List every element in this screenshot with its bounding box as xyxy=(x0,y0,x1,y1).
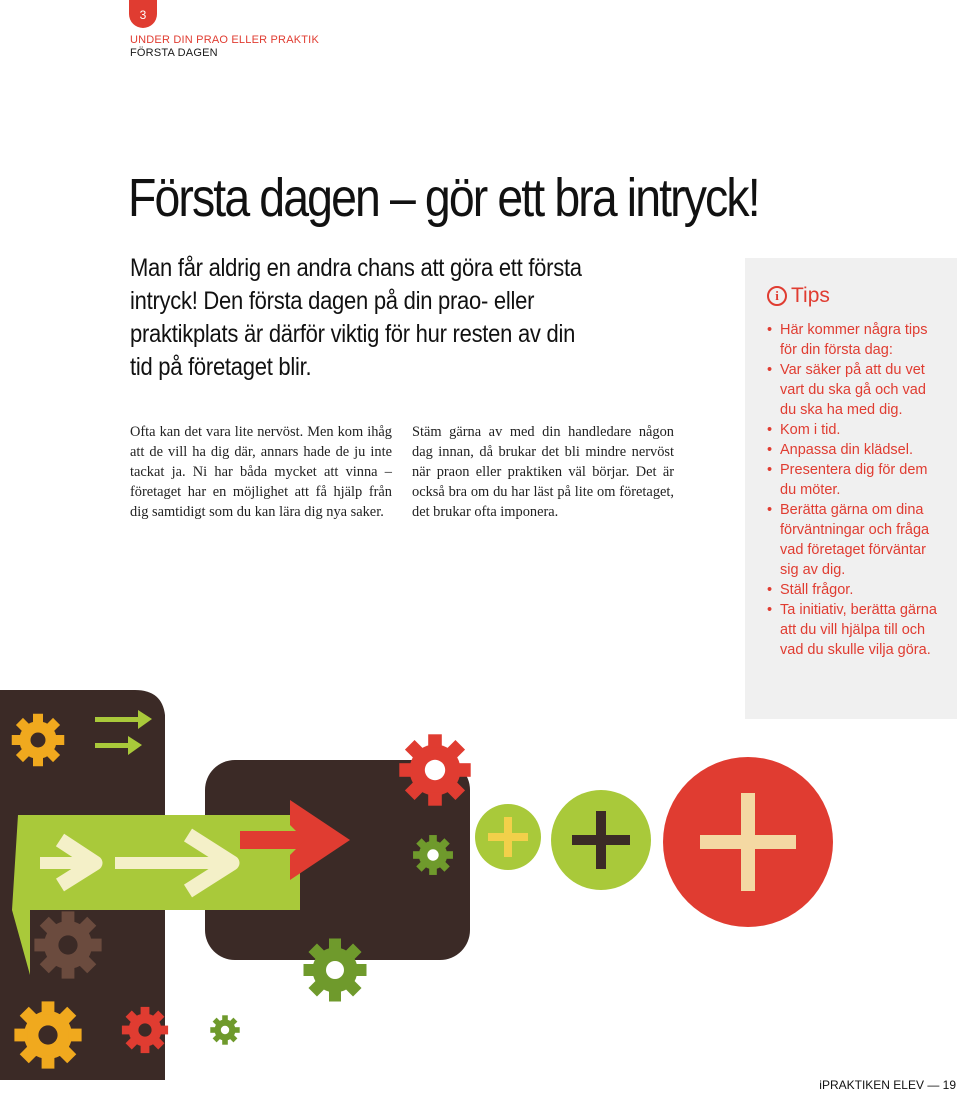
tips-item: • Presentera dig för dem du möter. xyxy=(767,460,941,500)
tips-item: • Anpassa din klädsel. xyxy=(767,440,941,460)
tips-item: • Kom i tid. xyxy=(767,420,941,440)
page-number-badge: 3 xyxy=(129,0,157,28)
gear-icon xyxy=(14,1001,81,1068)
plus-circle-icon xyxy=(663,757,833,927)
gear-icon xyxy=(34,911,101,978)
tips-item: • Här kommer några tips för din första dag: xyxy=(767,320,941,360)
tips-item: • Var säker på att du vet vart du ska gå och vad du ska ha med dig. xyxy=(767,360,941,420)
tips-list xyxy=(767,320,941,660)
lead-paragraph: Man får aldrig en andra chans att göra ett första intryck! Den första dagen på din prao- eller praktikplats är därför viktig för hur resten av din tid på företaget blir. xyxy=(130,254,582,381)
info-icon: i xyxy=(767,286,787,306)
tips-box xyxy=(745,258,957,719)
chevron-bar xyxy=(115,857,225,869)
page-footer: iPRAKTIKEN ELEV — 19 xyxy=(819,1078,956,1092)
page-title: Första dagen – gör ett bra intryck! xyxy=(128,168,759,228)
gear-icon xyxy=(12,714,65,767)
tips-item: • Berätta gärna om dina förväntningar och fråga vad företaget förväntar sig av dig. xyxy=(767,500,941,580)
breadcrumb-section: UNDER DIN PRAO ELLER PRAKTIK xyxy=(130,34,319,46)
plus-circle-icon xyxy=(551,790,651,890)
gear-icon xyxy=(122,1007,168,1053)
gear-icon xyxy=(210,1015,239,1044)
tips-title: Tips xyxy=(791,284,830,307)
body-column-2: Stäm gärna av med din handledare någon dag innan, då brukar det bli mindre nervöst när praon eller praktiken väl börjar. Det är också bra om du har läst på lite om företaget, det brukar ofta imponera. xyxy=(412,424,674,520)
tips-item: • Ställ frågor. xyxy=(767,580,941,600)
tips-item: • Ta initiativ, berätta gärna att du vill hjälpa till och vad du skulle vilja göra. xyxy=(767,600,941,660)
chevron-bar xyxy=(40,857,85,869)
breadcrumb-current: FÖRSTA DAGEN xyxy=(130,47,218,59)
plus-circle-icon xyxy=(475,804,541,870)
gear-icon xyxy=(413,835,453,875)
gear-icon xyxy=(399,734,470,805)
tips-header xyxy=(767,284,941,308)
body-column-1: Ofta kan det vara lite nervöst. Men kom ihåg att de vill ha dig där, annars hade de ju inte tackat ja. Ni har båda mycket att vinna – företaget har en möjlighet att få hjälp från dig samtidigt som du kan lära dig nya saker. xyxy=(130,424,392,520)
breadcrumb xyxy=(130,34,319,60)
gears-arrows-illustration xyxy=(0,685,960,1080)
gear-icon xyxy=(304,939,367,1002)
